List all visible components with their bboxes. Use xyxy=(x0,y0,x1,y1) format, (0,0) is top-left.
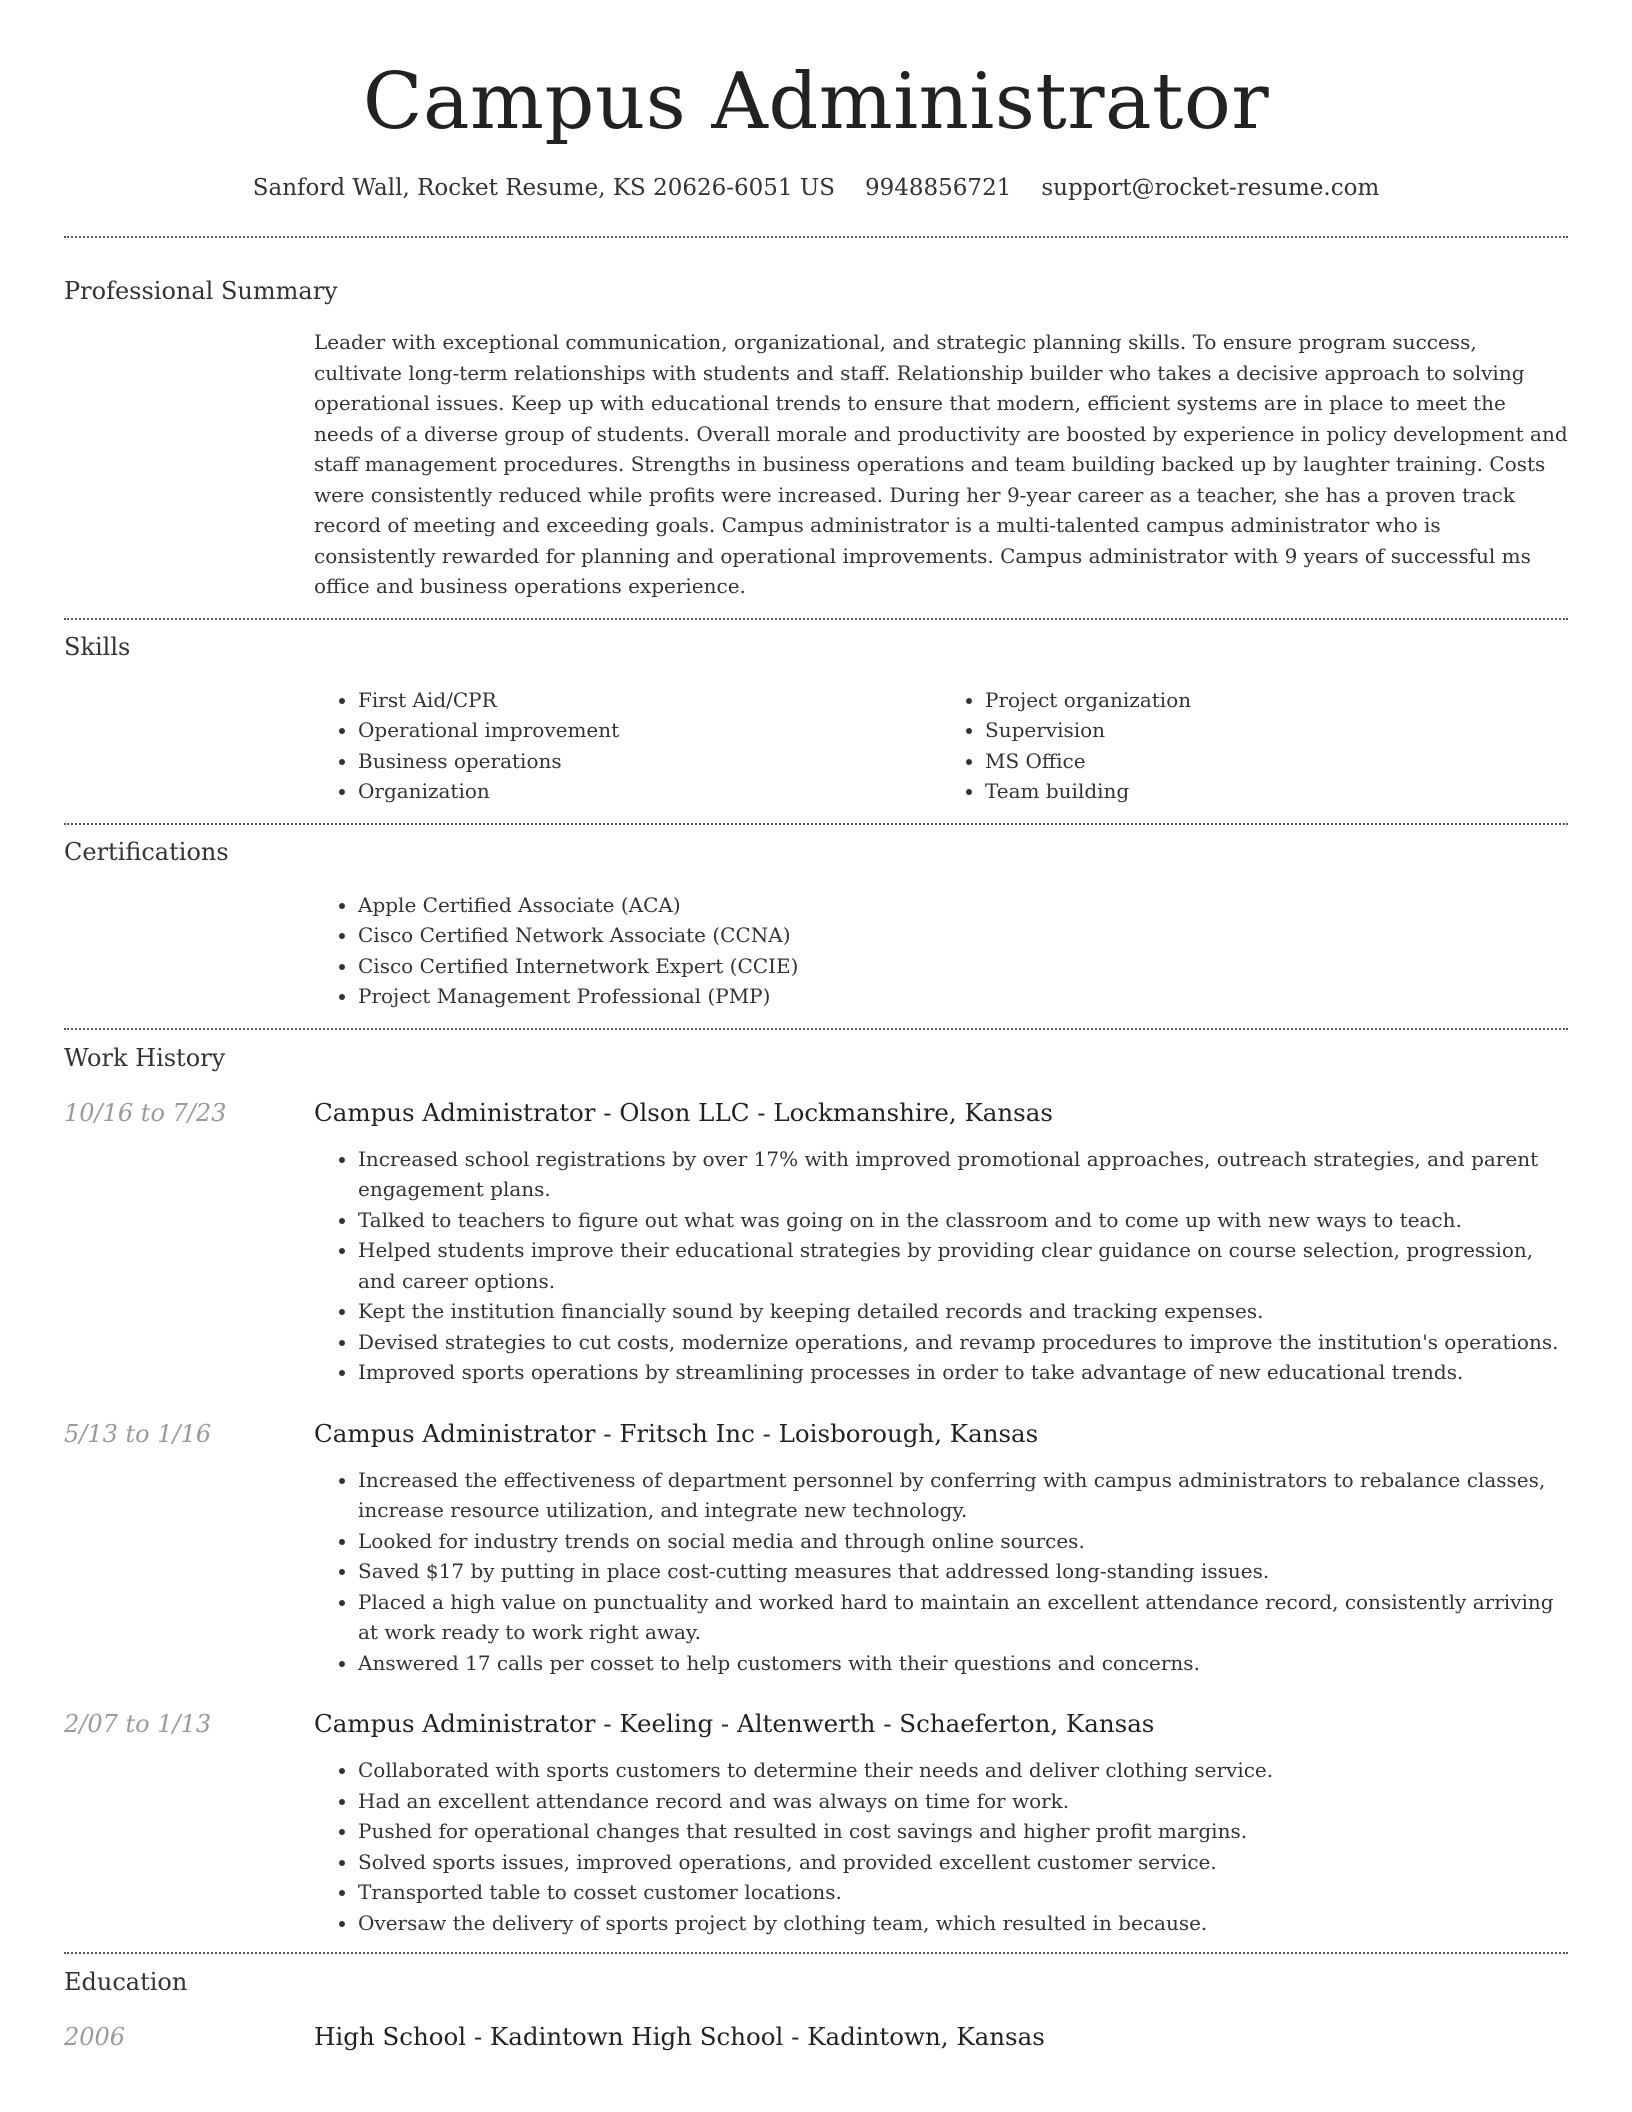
contact-line xyxy=(64,172,1568,204)
skill-item: • MS Office xyxy=(985,746,1568,777)
education-title: High School - Kadintown High School - Kadintown, Kansas xyxy=(314,2022,1045,2051)
job-dates: 2/07 to 1/13 xyxy=(64,1710,212,1738)
skill-item: • Supervision xyxy=(985,715,1568,746)
job-bullet: • Placed a high value on punctuality and worked hard to maintain an excellent attendance record, consistently arriving at work ready to work right away. xyxy=(358,1587,1568,1648)
section-divider xyxy=(64,1028,1568,1030)
section-divider xyxy=(64,823,1568,825)
skills-list-right xyxy=(941,685,1568,807)
section-divider xyxy=(64,236,1568,238)
education-date: 2006 xyxy=(64,2023,126,2051)
education-section xyxy=(64,1966,1568,2054)
education-heading: Education xyxy=(64,1968,188,1996)
skills-section xyxy=(64,631,1568,807)
job-bullet: • Answered 17 calls per cosset to help customers with their questions and concerns. xyxy=(358,1648,1568,1679)
skills-heading: Skills xyxy=(64,632,131,661)
summary-heading: Professional Summary xyxy=(64,277,338,305)
job-bullet-list xyxy=(314,1144,1568,1388)
skill-item: • Operational improvement xyxy=(358,715,941,746)
summary-text: Leader with exceptional communication, organizational, and strategic planning skills. To ensure program success, cultivate long-term relationships with students and staff. Relationship builder who takes a decisive approach to solving operational issues. Keep up with educational trends to ensure that modern, efficient systems are in place to meet the needs of a diverse group of students. Overall morale and productivity are boosted by experience in policy development and staff management procedures. Strengths in business operations and team building backed up by laughter training. Costs were consistently reduced while profits were increased. During her 9-year career as a teacher, she has a proven track record of meeting and exceeding goals. Campus administrator is a multi-talented campus administrator who is consistently rewarded for planning and operational improvements. Campus administrator with 9 years of successful ms office and business operations experience. xyxy=(314,330,1568,598)
job-dates: 5/13 to 1/16 xyxy=(64,1419,212,1448)
summary-body xyxy=(314,327,1568,602)
job-entry xyxy=(64,1096,1568,1388)
skills-list-left xyxy=(314,685,941,807)
job-bullet-list xyxy=(314,1755,1568,1938)
job-bullet: • Oversaw the delivery of sports project by clothing team, which resulted in because. xyxy=(358,1908,1568,1939)
job-dates: 10/16 to 7/23 xyxy=(64,1098,227,1127)
job-bullet: • Transported table to cosset customer locations. xyxy=(358,1877,1568,1908)
skill-item: • Organization xyxy=(358,776,941,807)
job-bullet: • Had an excellent attendance record and was always on time for work. xyxy=(358,1786,1568,1817)
contact-email: support@rocket-resume.com xyxy=(1041,175,1380,201)
skill-item: • Project organization xyxy=(985,685,1568,716)
job-bullet: • Saved $17 by putting in place cost-cutting measures that addressed long-standing issues. xyxy=(358,1556,1568,1587)
job-bullets xyxy=(314,1465,1568,1679)
job-bullets xyxy=(314,1144,1568,1388)
certification-item: • Apple Certified Associate (ACA) xyxy=(358,890,1568,921)
education-entry xyxy=(64,2020,1568,2054)
work-history-section xyxy=(64,1042,1568,1939)
job-entry xyxy=(64,1707,1568,1938)
job-bullet: • Helped students improve their educational strategies by providing clear guidance on course selection, progression, and career options. xyxy=(358,1235,1568,1296)
certifications-section xyxy=(64,836,1568,1012)
job-bullet: • Improved sports operations by streamlining processes in order to take advantage of new educational trends. xyxy=(358,1357,1568,1388)
job-entry xyxy=(64,1417,1568,1679)
certification-item: • Cisco Certified Network Associate (CCNA) xyxy=(358,920,1568,951)
job-title: Campus Administrator - Olson LLC - Lockmanshire, Kansas xyxy=(314,1097,1053,1127)
contact-phone: 9948856721 xyxy=(865,175,1012,201)
resume-page xyxy=(64,0,1568,2054)
job-bullet: • Kept the institution financially sound by keeping detailed records and tracking expenses. xyxy=(358,1296,1568,1327)
job-bullet: • Increased school registrations by over 17% with improved promotional approaches, outreach strategies, and parent engagement plans. xyxy=(358,1144,1568,1205)
job-bullet: • Devised strategies to cut costs, modernize operations, and revamp procedures to improve the institution's operations. xyxy=(358,1327,1568,1358)
job-bullet: • Collaborated with sports customers to determine their needs and deliver clothing service. xyxy=(358,1755,1568,1786)
resume-name: Campus Administrator xyxy=(362,57,1270,147)
skill-item: • Business operations xyxy=(358,746,941,777)
job-bullet-list xyxy=(314,1465,1568,1679)
job-bullet: • Talked to teachers to figure out what was going on in the classroom and to come up with new ways to teach. xyxy=(358,1205,1568,1236)
skills-grid xyxy=(314,685,1568,807)
job-title: Campus Administrator - Fritsch Inc - Loisborough, Kansas xyxy=(314,1418,1039,1448)
certification-item: • Cisco Certified Internetwork Expert (CCIE) xyxy=(358,951,1568,982)
job-bullet: • Increased the effectiveness of department personnel by conferring with campus administrators to rebalance classes, increase resource utilization, and integrate new technology. xyxy=(358,1465,1568,1526)
job-bullets xyxy=(314,1755,1568,1938)
summary-section xyxy=(64,275,1568,602)
certifications-body xyxy=(314,890,1568,1012)
skill-item: • Team building xyxy=(985,776,1568,807)
job-title: Campus Administrator - Keeling - Altenwerth - Schaeferton, Kansas xyxy=(314,1709,1155,1738)
contact-address: Sanford Wall, Rocket Resume, KS 20626-6051 US xyxy=(252,175,835,201)
section-divider xyxy=(64,1952,1568,1954)
work-history-heading: Work History xyxy=(64,1043,226,1072)
job-bullet: • Pushed for operational changes that resulted in cost savings and higher profit margins. xyxy=(358,1816,1568,1847)
job-bullet: • Solved sports issues, improved operations, and provided excellent customer service. xyxy=(358,1847,1568,1878)
section-divider xyxy=(64,618,1568,620)
certification-item: • Project Management Professional (PMP) xyxy=(358,981,1568,1012)
certifications-heading: Certifications xyxy=(64,837,229,866)
certifications-list xyxy=(314,890,1568,1012)
skill-item: • First Aid/CPR xyxy=(358,685,941,716)
job-bullet: • Looked for industry trends on social media and through online sources. xyxy=(358,1526,1568,1557)
